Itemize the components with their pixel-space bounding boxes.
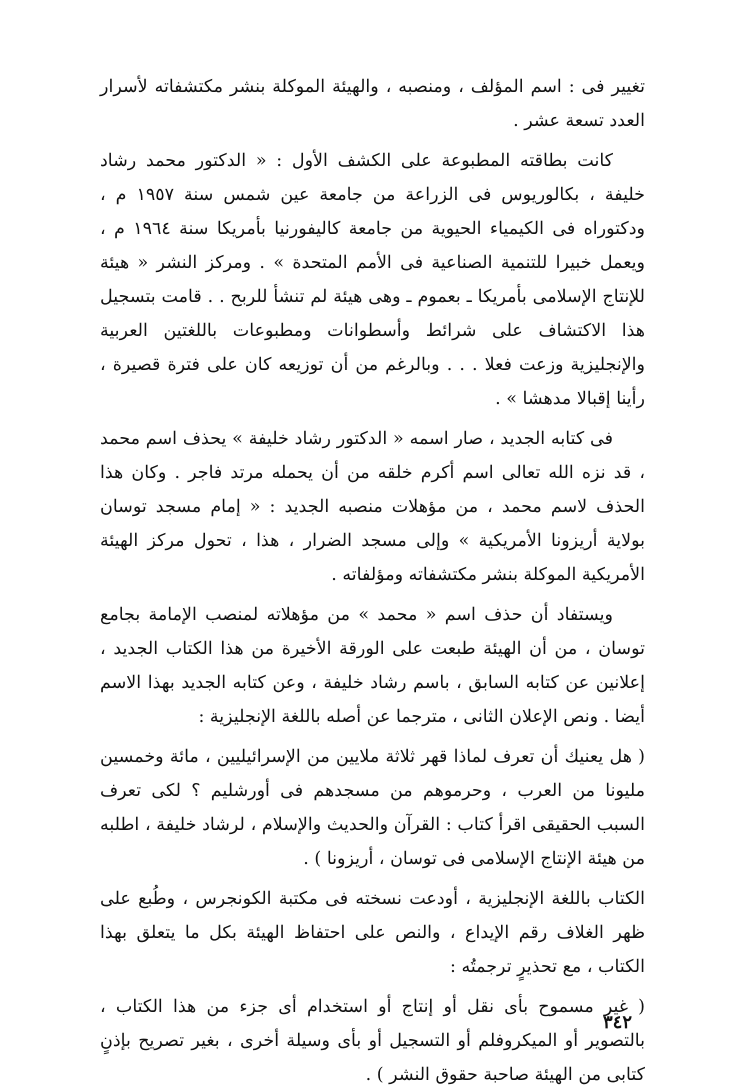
paragraph-inference: ويستفاد أن حذف اسم « محمد » من مؤهلاته لمنصب الإمامة بجامع توسان ، من أن الهيئة طبعت على الورقة الأخيرة من هذا الكتاب الجديد ، إعلانين عن كتابه السابق ، باسم رشاد خليفة ، وعن كتابه الجديد بهذا الاسم أيضا . ونص الإعلان الثانى ، مترجما عن أصله باللغة الإنجليزية :: [100, 605, 645, 727]
page-number: ٣٤٢: [602, 1012, 632, 1033]
quote-copyright-warning: ( غير مسموح بأى نقل أو إنتاج أو استخدام أى جزء من هذا الكتاب ، بالتصوير أو الميكروفلم أو التسجيل أو بأى وسيلة أخرى ، بغير تصريح بإذنٍ كتابى من الهيئة صاحبة حقوق النشر ) .: [100, 997, 645, 1085]
quote-advertisement: ( هل يعنيك أن تعرف لماذا قهر ثلاثة ملايين من الإسرائيليين ، مائة وخمسين مليونا من العرب ، وحرموهم من مسجدهم فى أورشليم ؟ لكى تعرف السبب الحقيقى اقرأ كتاب : القرآن والحديث والإسلام ، لرشاد خليفة ، اطلبه من هيئة الإنتاج الإسلامى فى توسان ، أريزونا ) .: [100, 747, 645, 869]
paragraph-first-card: كانت بطاقته المطبوعة على الكشف الأول : « الدكتور محمد رشاد خليفة ، بكالوريوس فى الزراعة من جامعة عين شمس سنة ١٩٥٧ م ، ودكتوراه فى الكيمياء الحيوية من جامعة كاليفورنيا بأمريكا سنة ١٩٦٤ م ، ويعمل خبيرا للتنمية الصناعية فى الأمم المتحدة » . ومركز النشر « هيئة للإنتاج الإسلامى بأمريكا ـ بعموم ـ وهى هيئة لم تنشأ للربح . . قامت بتسجيل هذا الاكتشاف على شرائط وأسطوانات ومطبوعات باللغتين العربية والإنجليزية وزعت فعلا . . . وبالرغم من أن توزيعه كان على فترة قصيرة ، رأينا إقبالا مدهشا » .: [100, 151, 645, 409]
paragraph-continuation: تغيير فى : اسم المؤلف ، ومنصبه ، والهيئة الموكلة بنشر مكتشفاته لأسرار العدد تسعة عشر .: [100, 77, 645, 131]
paragraph-new-book: فى كتابه الجديد ، صار اسمه « الدكتور رشاد خليفة » يحذف اسم محمد ، قد نزه الله تعالى اسم أكرم خلقه من أن يحمله مرتد فاجر . وكان هذا الحذف لاسم محمد ، من مؤهلات منصبه الجديد : « إمام مسجد توسان بولاية أريزونا الأمريكية » وإلى مسجد الضرار ، هذا ، تحول مركز الهيئة الأمريكية الموكلة بنشر مكتشفاته ومؤلفاته .: [100, 429, 645, 585]
paragraph-congress-library: الكتاب باللغة الإنجليزية ، أودعت نسخته فى مكتبة الكونجرس ، وطُبع على ظهر الغلاف رقم الإيداع ، والنص على احتفاظ الهيئة بكل ما يتعلق بهذا الكتاب ، مع تحذيرٍ ترجمتُه :: [100, 889, 645, 977]
